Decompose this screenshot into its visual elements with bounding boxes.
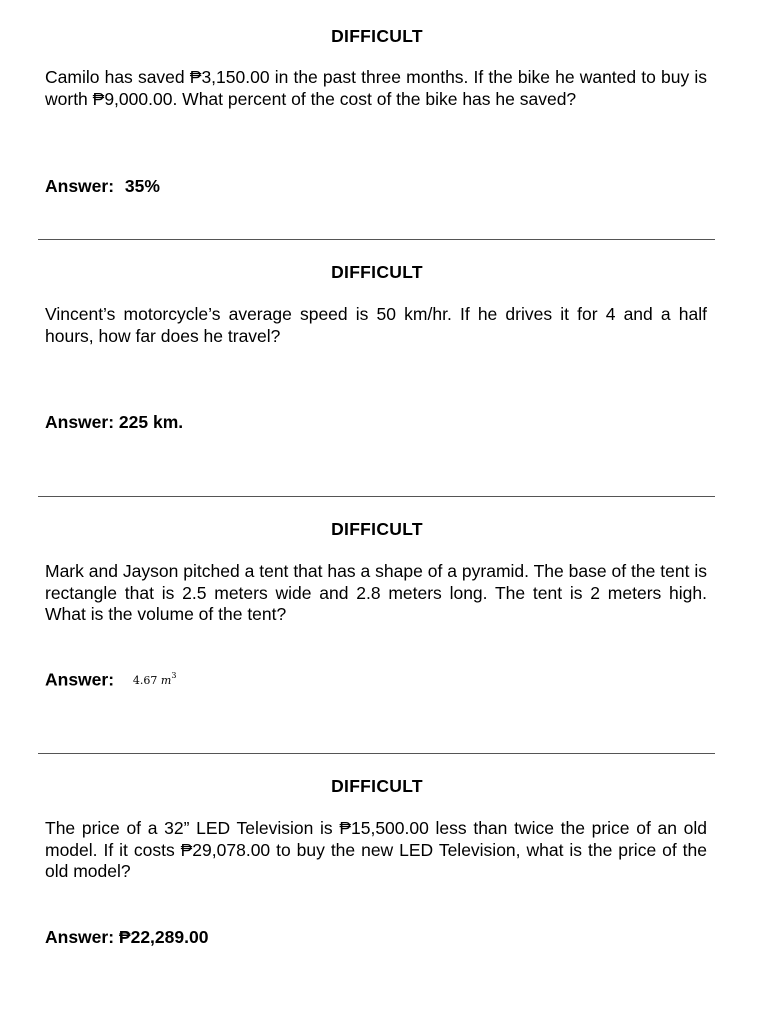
answer-value: ₱22,289.00 — [118, 927, 209, 947]
problem-answer — [45, 669, 176, 693]
problem-question: Vincent’s motorcycle’s average speed is 50 km/hr. If he drives it for 4 and a half hours, how far does he travel? — [45, 304, 707, 346]
problem-question: Camilo has saved ₱3,150.00 in the past three months. If the bike he wanted to buy is worth ₱9,000.00. What percent of the cost of the bike has he saved? — [45, 67, 707, 109]
problem-answer — [45, 927, 208, 947]
answer-exponent: 3 — [171, 671, 177, 680]
answer-math-value — [132, 671, 177, 687]
answer-label: Answer: — [45, 176, 115, 196]
answer-label: Answer: — [45, 927, 115, 947]
problem-question: The price of a 32” LED Television is ₱15,500.00 less than twice the price of an old model. If it costs ₱29,078.00 to buy the new LED Television, what is the price of the old model? — [45, 818, 707, 881]
problem-answer — [45, 412, 183, 432]
answer-value: 225 km. — [118, 412, 184, 432]
problem-title: DIFFICULT — [331, 776, 423, 796]
answer-unit: m — [160, 673, 172, 687]
answer-label: Answer: — [45, 669, 115, 690]
answer-label: Answer: — [45, 412, 115, 432]
problem-title: DIFFICULT — [331, 262, 423, 282]
answer-number: 4.67 — [132, 673, 158, 687]
section-divider — [38, 496, 715, 497]
section-divider — [38, 239, 715, 240]
problem-title: DIFFICULT — [331, 26, 423, 46]
problem-answer — [45, 176, 160, 196]
section-divider — [38, 753, 715, 754]
problem-title: DIFFICULT — [331, 519, 423, 539]
answer-value: 35% — [124, 176, 160, 196]
problem-question: Mark and Jayson pitched a tent that has a shape of a pyramid. The base of the tent is rectangle that is 2.5 meters wide and 2.8 meters long. The tent is 2 meters high. What is the volume of the tent? — [45, 561, 707, 624]
